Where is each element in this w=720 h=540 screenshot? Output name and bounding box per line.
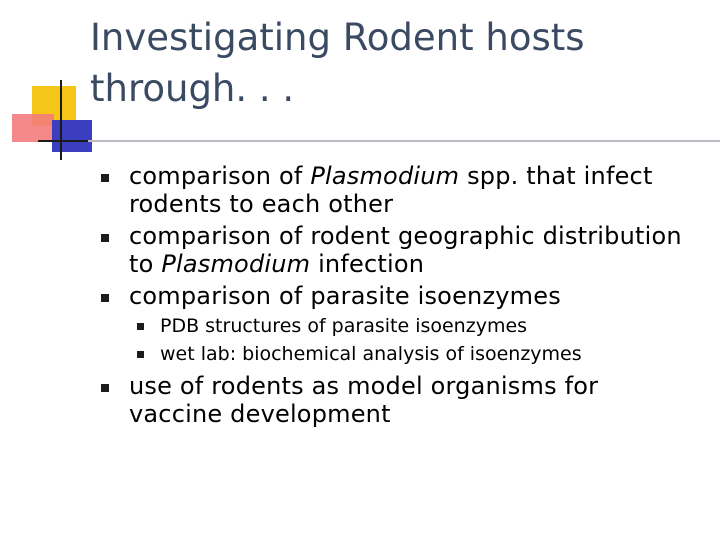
bullet-text-1-italic: Plasmodium bbox=[310, 162, 460, 190]
bullet-text-4: use of rodents as model organisms for vaccine development bbox=[129, 372, 599, 428]
decor-vertical-line bbox=[60, 80, 62, 160]
sub-bullet-marker-icon bbox=[137, 351, 144, 358]
bullet-text-3: comparison of parasite isoenzymes bbox=[129, 282, 561, 310]
bullet-text-2-pre: comparison of rodent geographic distribution to bbox=[129, 222, 682, 278]
bullet-text-2-post: infection bbox=[310, 250, 425, 278]
bullet-marker-icon bbox=[101, 174, 109, 182]
decor-horizontal-line bbox=[38, 140, 88, 142]
slide-title: Investigating Rodent hosts through. . . bbox=[90, 16, 585, 110]
bullet-text-1-post: spp. that infect rodents to each other bbox=[129, 162, 653, 218]
bullet-text-2-italic: Plasmodium bbox=[161, 250, 311, 278]
bullet-text-2 bbox=[129, 222, 699, 278]
sub-bullet-text-1: PDB structures of parasite isoenzymes bbox=[160, 315, 528, 337]
sub-bullet-marker-icon bbox=[137, 323, 144, 330]
bullet-marker-icon bbox=[101, 294, 109, 302]
bullet-text-1-pre: comparison of bbox=[129, 162, 311, 190]
bullet-text-1 bbox=[129, 162, 699, 218]
bullet-marker-icon bbox=[101, 384, 109, 392]
decor-red-square bbox=[12, 114, 54, 142]
sub-bullet-text-2: wet lab: biochemical analysis of isoenzymes bbox=[160, 343, 582, 365]
decor-blue-square bbox=[52, 120, 92, 152]
title-underline-rule bbox=[88, 140, 720, 142]
bullet-marker-icon bbox=[101, 234, 109, 242]
